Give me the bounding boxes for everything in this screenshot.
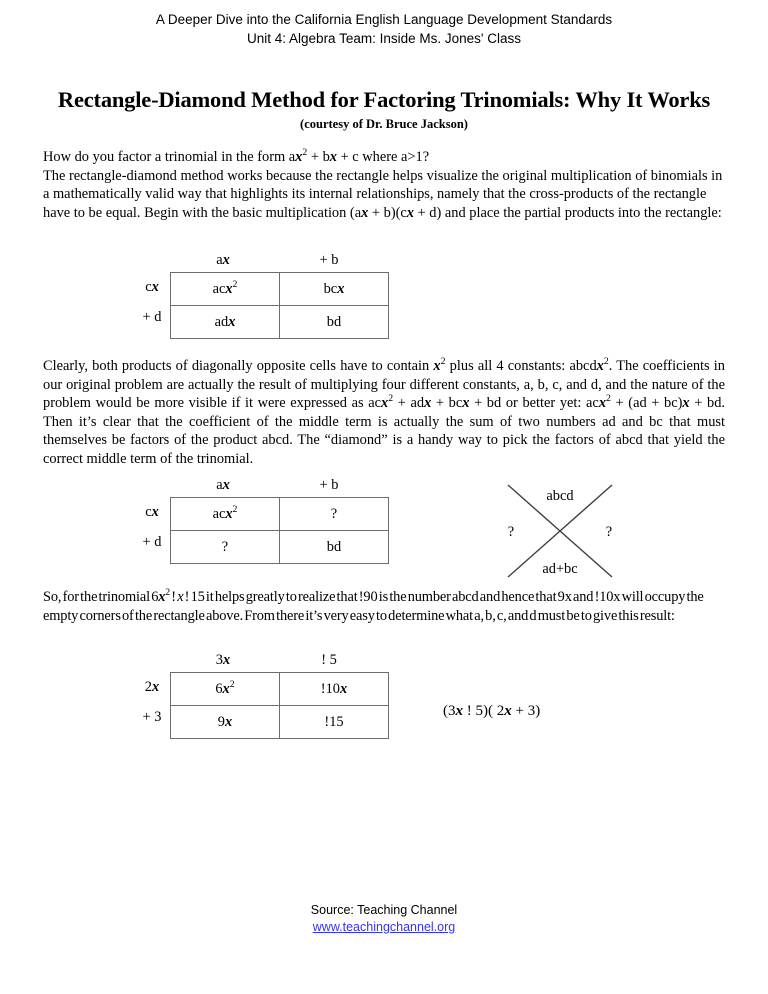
p1-body: The rectangle-diamond method works because the rectangle helps visualize the original multiplication of binomials in a mathematically valid way that highlights its internal relationships, namely that the cross-products of the rectangle have to be equal. Begin with the basic multiplication (ax + b)(cx + d) and place the partial products into the rectangle: [43,167,723,221]
footer-link-row [0,919,768,936]
fig1-cell-r2c1: adx [171,306,280,339]
paragraph-explanation: Clearly, both products of diagonally opposite cells have to contain $x^2$ plus all 4 constants: abcdx$^2$. The coefficients in our original problem are actually the result of multiplying four different constants, a, b, c, and d, and the nature of the problem would be more visible if it were expressed as acx$^2$ + adx + bcx + bd or better yet: acx$^2$ + (ad + bc)x + bd. Then it’s clear that the coefficient of the middle term is actually the sum of two numbers ad and bc that must themselves be factors of the product abcd. The “diamond” is a handy way to pick the factors of abcd that yield the correct middle term of the trinomial. [43,356,725,467]
page-subtitle: (courtesy of Dr. Bruce Jackson) [300,117,468,131]
document-footer [0,902,768,936]
paragraph-intro [43,148,725,222]
fig2-col-header-2: + b [319,477,339,493]
fig3-row-label-2: + 3 [142,709,162,725]
table-row [171,531,389,564]
fig1-col-header-2: + b [319,252,339,268]
running-header [0,10,768,48]
fig1-cell-r2c2: bd [280,306,389,339]
fig1-cell-r1c2: bcx [280,273,389,306]
paragraph-worked-example [43,588,725,625]
fig2-cell-r2c2: bd [280,531,389,564]
table-row [171,706,389,739]
p3-text: So, for the trinomial $6x^2$ ! x ! 15 it helps greatly to realize that !90 is the number abcd and hence that 9x and !10x will occupy the empty corners of the rectangle above. From there it’s very easy to determine what a, b, c, and d must be to give this result: [43,587,704,624]
diamond-bottom-label: ad+bc [542,561,578,577]
fig2-row-label-1: cx [145,504,159,520]
fig1-table [170,272,389,339]
page-title: Rectangle-Diamond Method for Factoring Trinomials: Why It Works [57,87,711,112]
table-row [171,273,389,306]
header-line-1: A Deeper Dive into the California English Language Development Standards [155,12,613,27]
figure-partial-products [135,252,395,344]
fig3-col-header-2: ! 5 [321,652,337,668]
fig1-col-header-1: ax [216,252,230,268]
title-block [0,87,768,132]
diamond-top-label: abcd [546,488,574,504]
fig2-cell-r2c1: ? [171,531,280,564]
figure-unknown-corners [135,477,395,569]
footer-source: Source: Teaching Channel [310,903,458,917]
fig3-cell-r2c1: 9x [171,706,280,739]
figure-worked-example [135,652,395,744]
fig3-col-header-1: 3x [215,652,231,668]
teaching-channel-link[interactable]: www.teachingchannel.org [312,920,456,934]
diamond-right-label: ? [605,524,613,540]
fig2-table [170,497,389,564]
p1-line1: How do you factor a trinomial in the form $ax^2$ + bx + c where a>1? [43,147,430,165]
table-row [171,306,389,339]
fig3-cell-r1c2: !10x [280,673,389,706]
table-row [171,498,389,531]
header-line-2: Unit 4: Algebra Team: Inside Ms. Jones' Class [247,31,521,46]
fig1-row-label-1: cx [145,279,159,295]
diamond-left-label: ? [507,524,515,540]
fig1-cell-r1c1: acx$^2$ [171,273,280,306]
fig3-table [170,672,389,739]
fig3-cell-r2c2: !15 [280,706,389,739]
fig1-row-label-2: + d [142,309,162,325]
factored-result: (3x ! 5)( 2x + 3) [443,703,541,719]
fig3-cell-r1c1: $6x^2$ [171,673,280,706]
factor-diamond [500,481,620,591]
fig2-cell-r1c1: acx$^2$ [171,498,280,531]
fig2-col-header-1: ax [216,477,230,493]
fig2-cell-r1c2: ? [280,498,389,531]
table-row [171,673,389,706]
fig3-row-label-1: 2x [144,679,160,695]
fig2-row-label-2: + d [142,534,162,550]
